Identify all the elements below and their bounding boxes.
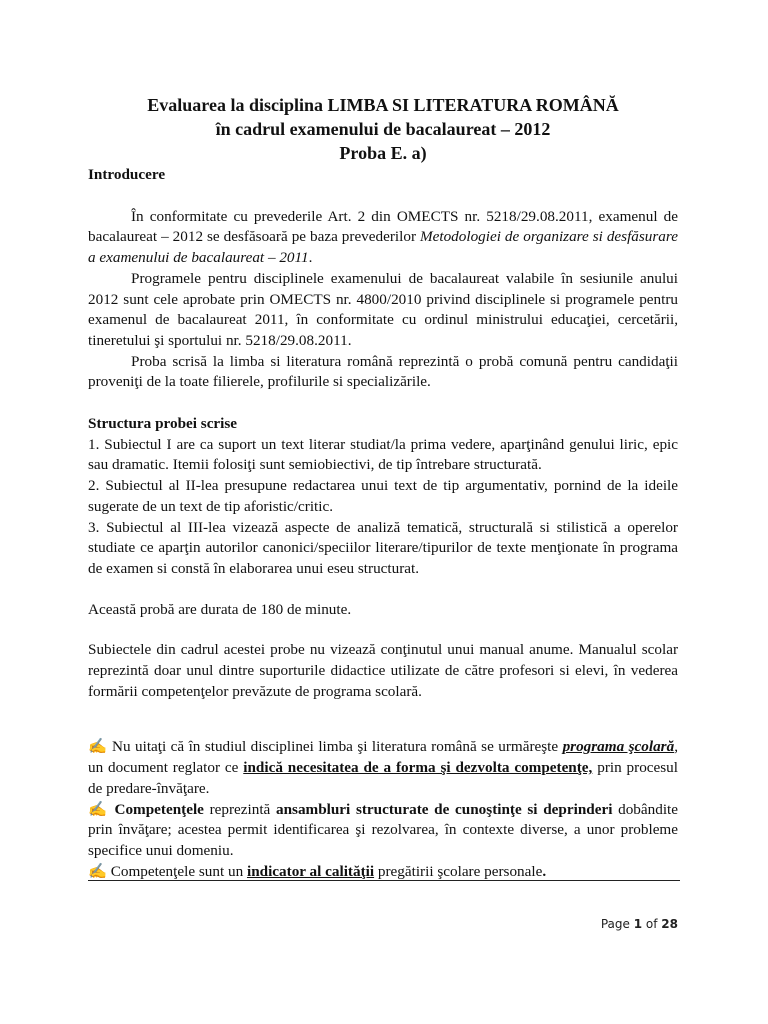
bullet-item-1 <box>88 737 678 799</box>
page-total: 28 <box>661 917 678 931</box>
structure-item-2: 2. Subiectul al II-lea presupune redactarea unui text de tip argumentativ, pornind de la ideile sugerate de un text de tip aforistic/critic. <box>88 477 678 515</box>
bullet-3-text-a: Competenţele sunt un <box>106 862 247 880</box>
pencil-icon: ✍ <box>88 800 109 818</box>
page-word: Page <box>600 917 634 931</box>
pencil-icon: ✍ <box>88 862 107 880</box>
ansambluri-emphasis: ansambluri structurate de cunoştinţe si deprinderi <box>276 800 613 818</box>
intro-paragraph-2: Programele pentru disciplinele examenului de bacalaureat valabile în sesiunile anului 2012 sunt cele aprobate prin OMECTS nr. 4800/2010 privind disciplinele si programele pentru examenul de bacalaureat 2011, în conformitate cu ordinul ministrului educaţiei, cercetării, tineretului şi sportului nr. 5218/29.08.2011. <box>88 269 678 349</box>
footer-divider <box>88 880 680 881</box>
intro-paragraph-3: Proba scrisă la limba si literatura română reprezintă o probă comună pentru candidaţii proveniţi de la toate filierele, profilurile si specializările. <box>88 352 678 391</box>
structure-heading: Structura probei scrise <box>88 415 238 433</box>
intro-p1-italic: Metodologiei de organizare si desfăsurare a examenului de bacalaureat – 2011 <box>88 228 678 267</box>
bullet-1-text-c: , un document reglator ce <box>88 738 678 777</box>
title-line-3: Proba E. a) <box>339 143 427 163</box>
intro-heading: Introducere <box>88 166 166 183</box>
competente-emphasis: indică necesitatea de a forma şi dezvolta competenţe, <box>243 759 593 777</box>
page-number: 1 <box>633 917 643 931</box>
of-word: of <box>642 917 662 931</box>
intro-p1-start: În conformitate cu prevederile Art. 2 din OMECTS nr. 5218/29.08.2011, examenul de bacalaureat – 2012 se desfăsoară pe baza prevederilor <box>88 207 678 246</box>
structure-item-1: 1. Subiectul I are ca suport un text literar studiat/la prima vedere, aparţinând genului liric, epic sau dramatic. Itemii folosiţi sunt semiobiectivi, de tip întrebare structurată. <box>88 435 678 474</box>
title-line-2: în cadrul examenului de bacalaureat – 2012 <box>215 119 551 139</box>
competentele-term: Competenţele <box>114 800 204 818</box>
manual-note: Subiectele din cadrul acestei probe nu vizează conţinutul unui manual anume. Manualul scolar reprezintă doar unul dintre suporturile didactice utilizate de către profesori si elevi, în vederea formării competenţelor prevăzute de programa scolară. <box>88 641 678 700</box>
page-footer <box>601 917 678 931</box>
title-line-1: Evaluarea la disciplina LIMBA SI LITERATURA ROMÂNĂ <box>147 95 619 115</box>
bullet-3-period: . <box>542 862 547 880</box>
document-page <box>88 93 678 882</box>
bullet-2-text-b: reprezintă <box>203 800 276 818</box>
bullet-3-text-c: pregătirii şcolare personale <box>374 862 543 880</box>
duration-text: Această probă are durata de 180 de minute. <box>88 600 352 618</box>
bullet-1-text-a: Nu uitaţi că în studiul disciplinei limba şi literatura română se urmăreşte <box>107 738 563 756</box>
bullet-1-text-e: prin procesul de predare-învăţare. <box>88 759 679 797</box>
structure-item-3: 3. Subiectul al III-lea vizează aspecte de analiză tematică, structurală si stilistică a operelor studiate ce aparţin autorilor canonici/speciilor literare/tipurilor de texte menţionate în programa de examen si constă în elaborarea unui eseu structurat. <box>88 518 678 577</box>
intro-p1-end: . <box>308 249 313 267</box>
programa-scolara-emphasis: programa şcolară <box>562 738 675 756</box>
pencil-icon: ✍ <box>88 738 108 756</box>
bullet-2-text-d: dobândite prin învăţare; acestea permit identificarea şi rezolvarea, în contexte diverse, a unor probleme specifice unui domeniu. <box>88 800 678 859</box>
intro-paragraph-1 <box>88 207 678 269</box>
indicator-emphasis: indicator al calităţii <box>246 862 375 880</box>
bullet-item-2 <box>88 800 678 862</box>
